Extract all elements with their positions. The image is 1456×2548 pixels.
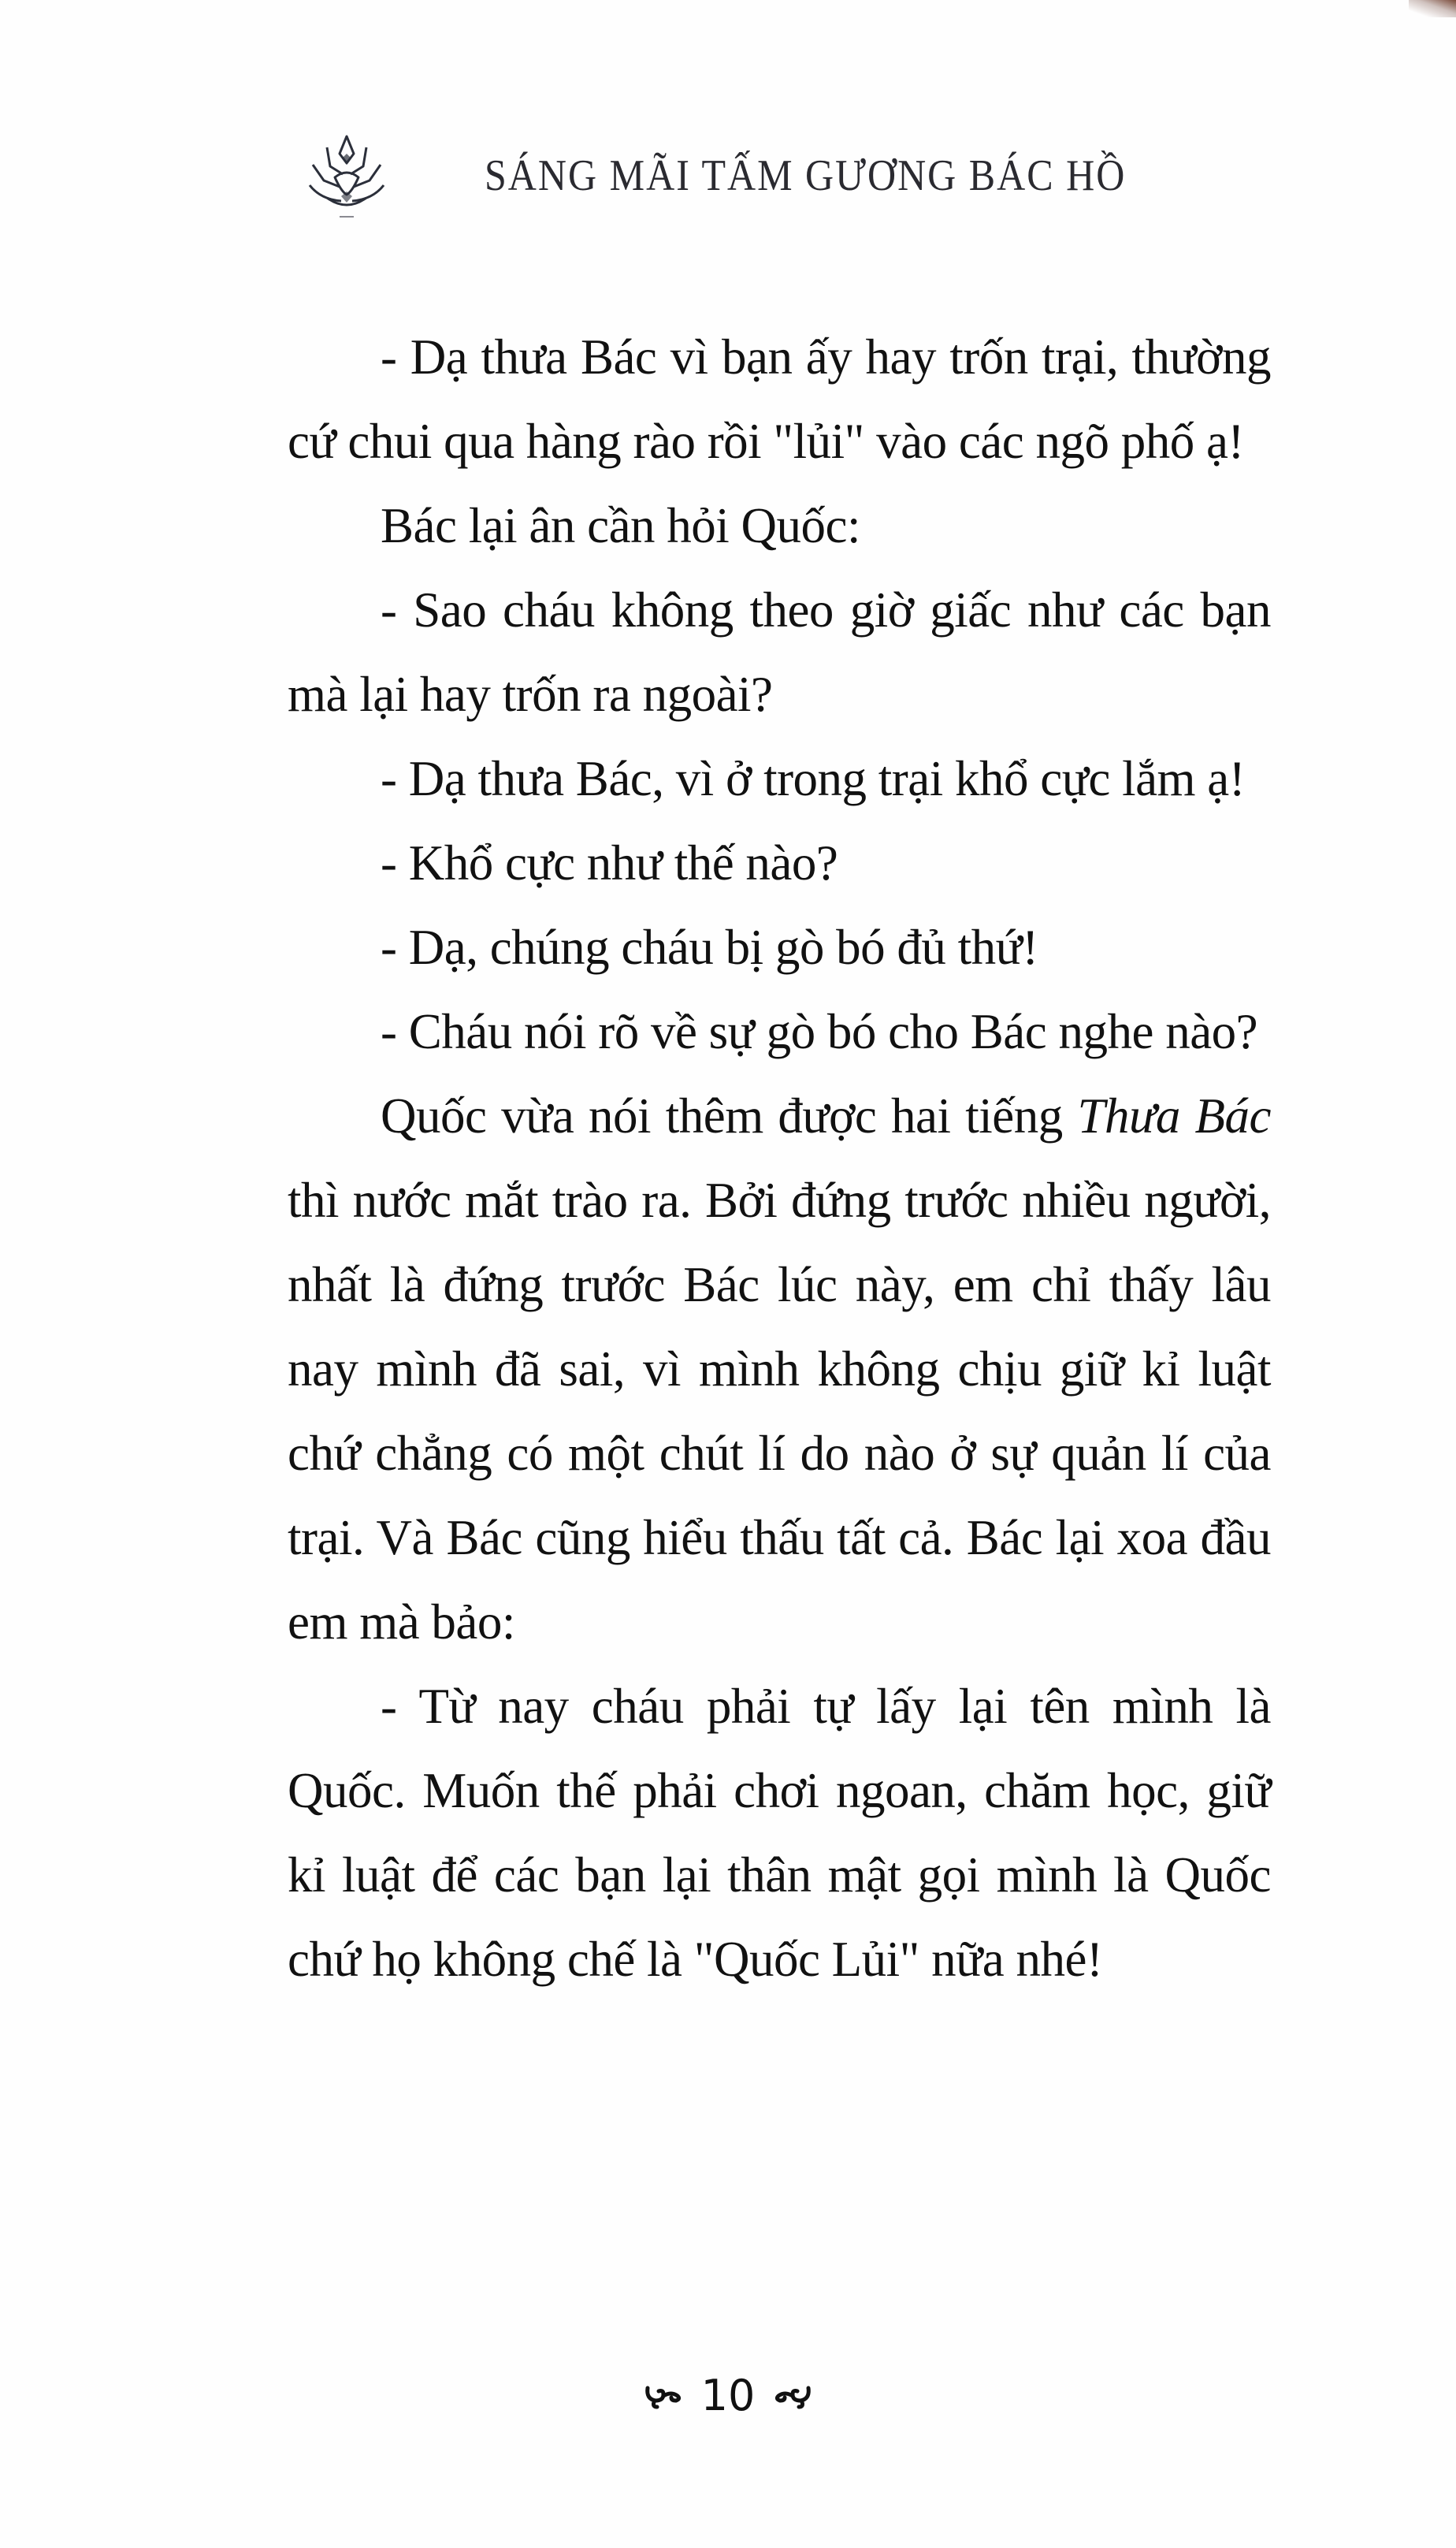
running-title: SÁNG MÃI TẤM GƯƠNG BÁC HỒ (485, 150, 1127, 200)
page-number: 10 (700, 2371, 756, 2420)
italic-phrase: Thưa Bác (1077, 1088, 1271, 1144)
paragraph: - Sao cháu không theo giờ giấc như các bạn mà lại hay trốn ra ngoài? (288, 582, 1271, 722)
paragraph: - Khổ cực như thế nào? (381, 835, 838, 891)
running-header (303, 130, 1126, 225)
paragraph (288, 1074, 1271, 1665)
paragraph: - Dạ, chúng cháu bị gò bó đủ thứ! (381, 920, 1038, 975)
paragraph: - Dạ thưa Bác, vì ở trong trại khổ cực lắm ạ! (381, 751, 1246, 806)
lotus-icon (303, 130, 390, 225)
body-text (288, 315, 1271, 2002)
paragraph: Bác lại ân cần hỏi Quốc: (381, 498, 861, 553)
page-corner-shadow (1409, 0, 1456, 17)
paragraph-text: thì nước mắt trào ra. Bởi đứng trước nhiều người, nhất là đứng trước Bác lúc này, em chỉ thấy lâu nay mình đã sai, vì mình không chịu giữ kỉ luật chứ chẳng có một chút lí do nào ở sự quản lí của trại. Và Bác cũng hiểu thấu tất cả. Bác lại xoa đầu em mà bảo: (288, 1173, 1271, 1650)
paragraph: - Cháu nói rõ về sự gò bó cho Bác nghe nào? (381, 1004, 1258, 1059)
flourish-left-icon (643, 2380, 684, 2412)
page-footer (0, 2371, 1456, 2420)
paragraph: - Dạ thưa Bác vì bạn ấy hay trốn trại, thường cứ chui qua hàng rào rồi "lủi" vào các ngõ phố ạ! (288, 329, 1271, 469)
paragraph-text: Quốc vừa nói thêm được hai tiếng (381, 1088, 1078, 1144)
flourish-right-icon (772, 2380, 813, 2412)
paragraph: - Từ nay cháu phải tự lấy lại tên mình là Quốc. Muốn thế phải chơi ngoan, chăm học, giữ kỉ luật để các bạn lại thân mật gọi mình là Quốc chứ họ không chế là "Quốc Lủi" nữa nhé! (288, 1679, 1271, 1987)
